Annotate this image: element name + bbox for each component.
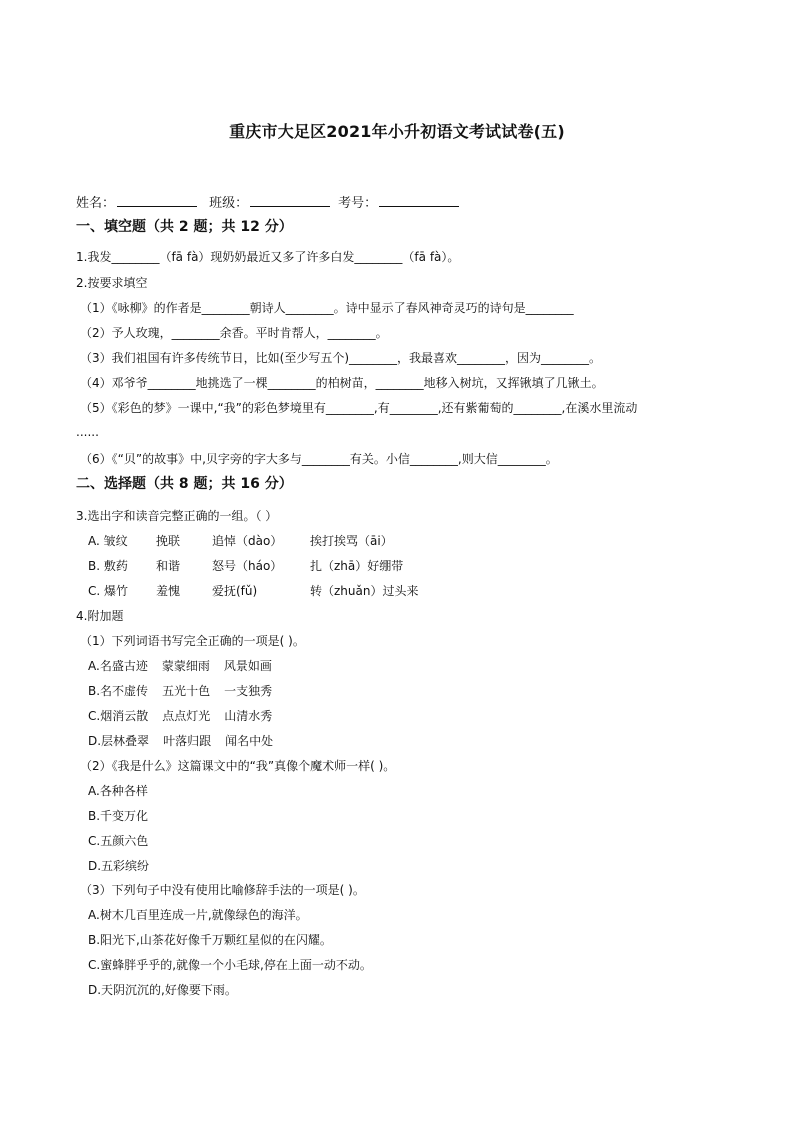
option-text: 闻名中处 (225, 734, 274, 748)
option-text: 和谐 (156, 559, 181, 573)
option-text: 叶落归跟 (163, 734, 212, 748)
question-2-5: （5）《彩色的梦》一课中,“我”的彩色梦境里有________,有________,还有紫葡萄的________,在溪水里流动 (80, 401, 638, 415)
question-4-1-option-c (88, 708, 286, 724)
question-4-2-option-b: B.千变万化 (88, 809, 149, 823)
question-3-option-a (88, 533, 409, 549)
option-text: A. 皱纹 (88, 534, 128, 548)
option-text: 挨打挨骂（āi） (310, 534, 393, 548)
option-text: 挽联 (156, 534, 181, 548)
option-text: 山清水秀 (224, 709, 273, 723)
question-4-3-option-c: C.蜜蜂胖乎乎的,就像一个小毛球,停在上面一动不动。 (88, 958, 372, 972)
question-2-5-continued: ...... (76, 425, 99, 439)
question-4-3-option-d: D.天阴沉沉的,好像要下雨。 (88, 983, 237, 997)
question-3-option-b (88, 558, 419, 574)
option-text: 点点灯光 (162, 709, 211, 723)
question-4-3: （3）下列句子中没有使用比喻修辞手法的一项是( )。 (80, 883, 365, 897)
question-2-1: （1）《咏柳》的作者是________朝诗人________。诗中显示了春风神奇灵巧的诗句是________ (80, 301, 574, 315)
question-2-3: （3）我们祖国有许多传统节日，比如(至少写五个)________，我最喜欢________，因为________。 (80, 351, 602, 365)
question-4-1-option-d (88, 733, 287, 749)
question-4-1: （1）下列词语书写完全正确的一项是( )。 (80, 634, 305, 648)
question-4-1-option-a (88, 658, 286, 674)
question-4-2-option-a: A.各种各样 (88, 784, 148, 798)
question-3-option-c (88, 583, 434, 599)
question-2-2: （2）予人玫瑰，________余香。平时肯帮人，________。 (80, 326, 388, 340)
option-text: 转（zhuǎn）过头来 (310, 584, 419, 598)
question-1: 1.我发________（fā fà）现奶奶最近又多了许多白发________（fā fà）。 (76, 250, 460, 264)
option-text: 风景如画 (223, 659, 272, 673)
name-label: 姓名： (76, 196, 116, 211)
question-4-2-option-c: C.五颜六色 (88, 834, 149, 848)
option-text: 扎（zhā）好绷带 (310, 559, 404, 573)
class-blank[interactable] (250, 194, 330, 207)
class-label: 班级： (209, 196, 249, 211)
option-text: 追悼（dào） (212, 534, 283, 548)
option-text: 怒号（háo） (212, 559, 283, 573)
question-4-3-option-a: A.树木几百里连成一片,就像绿色的海洋。 (88, 908, 308, 922)
section-heading-choice: 二、选择题（共 8 题；共 16 分） (76, 476, 293, 492)
question-4-1-option-b (88, 683, 286, 699)
question-4-2: （2）《我是什么》这篇课文中的“我”真像个魔术师一样( )。 (80, 759, 396, 773)
option-text: 五光十色 (162, 684, 211, 698)
question-2: 2.按要求填空 (76, 276, 148, 290)
question-2-4: （4）邓爷爷________地挑选了一棵________的柏树苗，________地移入树坑，又挥锹填了几锹土。 (80, 376, 604, 390)
question-2-6: （6）《“贝”的故事》中,贝字旁的字大多与________有关。小信________,则大信________。 (80, 452, 558, 466)
option-text: 一支独秀 (224, 684, 273, 698)
option-text: C. 爆竹 (88, 584, 129, 598)
exam-no-blank[interactable] (379, 194, 459, 207)
option-text: 蒙蒙细雨 (161, 659, 210, 673)
name-blank[interactable] (117, 194, 197, 207)
question-4-2-option-d: D.五彩缤纷 (88, 859, 150, 873)
option-text: C.烟消云散 (88, 709, 149, 723)
question-4-3-option-b: B.阳光下,山茶花好像千万颗红星似的在闪耀。 (88, 933, 332, 947)
option-text: B.名不虚传 (88, 684, 149, 698)
page-title: 重庆市大足区2021年小升初语文考试试卷(五) (229, 122, 565, 141)
option-text: A.名盛古迹 (88, 659, 148, 673)
option-text: 爱抚(fǔ) (212, 584, 258, 598)
option-text: B. 敷药 (88, 559, 128, 573)
question-4: 4.附加题 (76, 609, 124, 623)
student-info-row (76, 192, 467, 211)
exam-no-label: 考号： (338, 196, 378, 211)
question-3: 3.选出字和读音完整正确的一组。（ ） (76, 509, 278, 523)
option-text: 羞愧 (156, 584, 181, 598)
option-text: D.层林叠翠 (88, 734, 150, 748)
section-heading-fill-blank: 一、填空题（共 2 题；共 12 分） (76, 219, 293, 235)
